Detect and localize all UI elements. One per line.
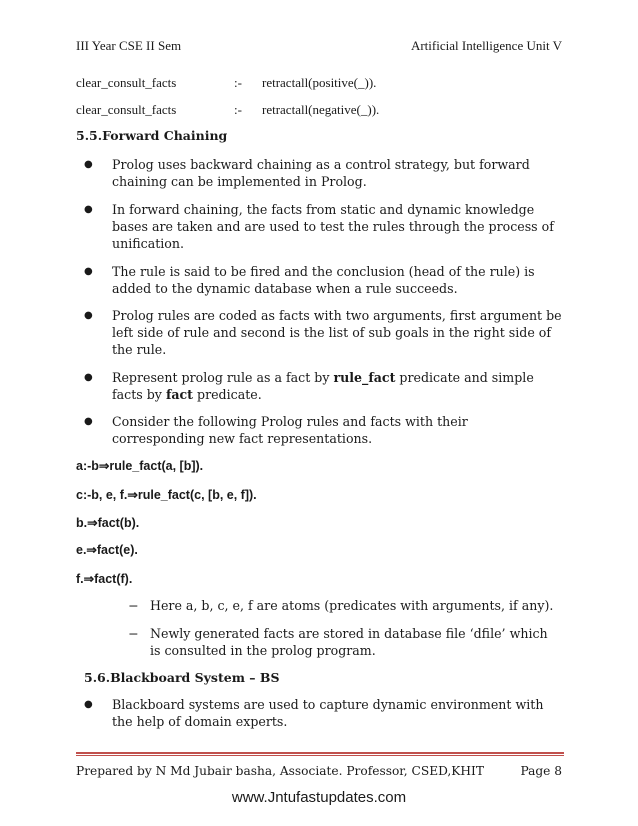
rule-operator: :- [234,102,242,117]
rule-fact-line: b.⇒fact(b). [76,516,140,530]
page-number: Page 8 [520,764,562,778]
rule-fact-line: a:-b⇒rule_fact(a, [b]). [76,459,204,473]
header-subject: Artificial Intelligence Unit V [410,38,562,53]
dash-marker: − [128,626,139,641]
section-heading-forward-chaining: 5.5.Forward Chaining [76,128,228,143]
rule-operator: :- [234,75,242,90]
bullet-marker: ● [84,416,93,427]
bullet-marker: ● [84,310,93,321]
bullet-marker: ● [84,159,93,170]
footer-divider [76,752,564,754]
rule-fact-line: e.⇒fact(e). [76,543,138,557]
keyword-rule-fact: rule_fact [333,370,396,385]
bullet-marker: ● [84,372,93,383]
footer-divider [76,755,564,756]
dash-marker: − [128,598,139,613]
bullet-marker: ● [84,266,93,277]
page-footer [76,764,562,780]
header-course: III Year CSE II Sem [76,38,182,53]
bullet-marker: ● [84,699,93,710]
section-heading-blackboard: 5.6.Blackboard System – BS [84,670,280,685]
rule-body: retractall(negative(_)). [262,102,380,117]
rule-body: retractall(positive(_)). [262,75,377,90]
rule-name: clear_consult_facts [76,75,177,90]
rule-name: clear_consult_facts [76,102,177,117]
rule-fact-line: f.⇒fact(f). [76,572,133,586]
page-header [76,38,562,54]
rule-fact-line: c:-b, e, f.⇒rule_fact(c, [b, e, f]). [76,488,257,502]
bullet-marker: ● [84,204,93,215]
footer-author: Prepared by N Md Jubair basha, Associate. Professor, CSED,KHIT [76,764,484,778]
website-url: www.Jntufastupdates.com [231,789,407,806]
keyword-fact: fact [165,387,194,402]
document-page: III Year CSE II Sem Artificial Intelligence Unit V clear_consult_facts :- retractall(positive(_)). clear_consult_facts :- retractall(negative(_)). 5.5.Forward Chaining ● Prolog uses backward chaining as a control strategy, but forward chaining can be implemented in Prolog. ● In forward chaining, the facts from static and dynamic knowledge bases are taken and are used to test the rules through the process of unification. ● The rule is said to be fired and the conclusion (head of the rule) is added to the dynamic database when a rule succeeds. ● Prolog rules are coded as facts with two arguments, first argument be left side of rule and second is the list of sub goals in the right side of the rule. ● Represent prolog rule as a fact by rule_fact predicate and simple facts by fact predicate. ● Consider the following Prolog rules and facts with their corresponding new fact representations. a:-b⇒rule_fact(a, [b]). c:-b, e, f.⇒rule_fact(c, [b, e, f]). b.⇒fact(b). e.⇒fact(e). f.⇒fact(f). − Here a, b, c, e, f are atoms (predicates with arguments, if any). − Newly generated facts are stored in database file ‘dfile’ which is consulted in the prolog program. 5.6.Blackboard System – BS ● Blackboard systems are used to capture dynamic environment with the help of domain experts. Prepared by N Md Jubair basha, Associate. Professor, CSED,KHIT Page 8 www.Jntufastupdates.com [0,0,638,826]
